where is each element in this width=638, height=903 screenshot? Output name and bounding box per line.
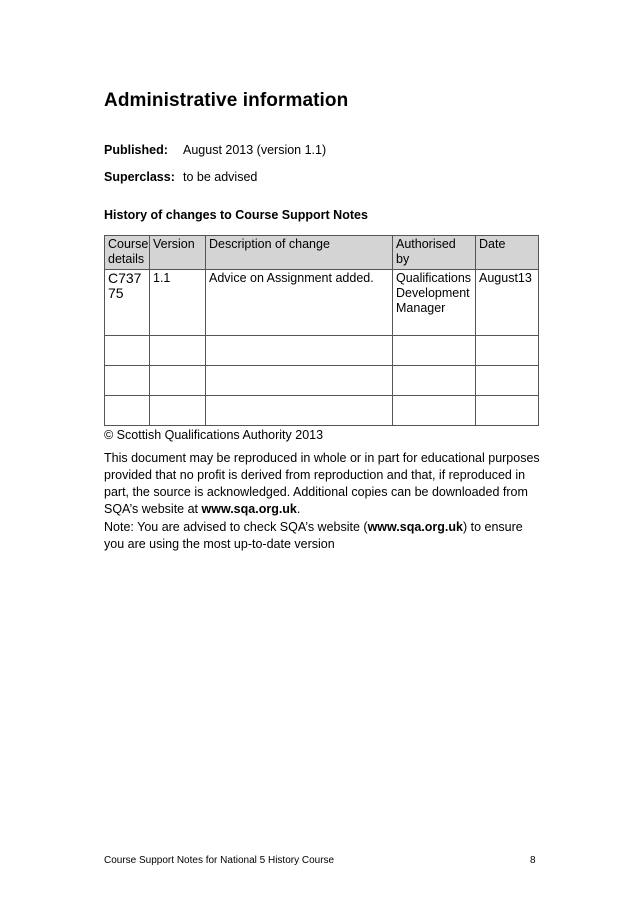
note-text: Note: You are advised to check SQA’s website ( — [104, 520, 368, 534]
empty-cell — [105, 366, 150, 396]
empty-cell — [206, 366, 393, 396]
copyright-notice: © Scottish Qualifications Authority 2013 — [104, 428, 324, 442]
header-authorised-by: Authorised by — [393, 236, 476, 270]
empty-cell — [393, 396, 476, 426]
empty-cell — [206, 336, 393, 366]
cell-date: August13 — [476, 270, 539, 336]
reproduction-text: This document may be reproduced in whole or in part for educational purposes provided that no profit is derived from reproduction and that, if reproduced in part, the source is acknowledged. Additional copies can be downloaded from SQA’s website at — [104, 451, 540, 516]
sqa-website-link-note[interactable]: www.sqa.org.uk — [367, 520, 463, 534]
empty-cell — [476, 396, 539, 426]
empty-cell — [476, 366, 539, 396]
empty-cell — [393, 336, 476, 366]
reproduction-paragraph — [104, 450, 544, 518]
cell-authorised-by: Qualifications Development Manager — [393, 270, 476, 336]
empty-cell — [105, 396, 150, 426]
table-row-empty — [105, 366, 539, 396]
empty-cell — [105, 336, 150, 366]
sqa-website-link[interactable]: www.sqa.org.uk — [201, 502, 297, 516]
table-row — [105, 270, 539, 336]
header-version: Version — [150, 236, 206, 270]
empty-cell — [393, 366, 476, 396]
table-row-empty — [105, 336, 539, 366]
reproduction-end: . — [296, 502, 301, 516]
history-heading: History of changes to Course Support Notes — [104, 208, 368, 222]
history-table — [104, 235, 539, 426]
note-paragraph — [104, 519, 544, 553]
superclass-label: Superclass: — [104, 170, 175, 184]
history-header-row — [105, 236, 539, 270]
page-title: Administrative information — [104, 90, 349, 111]
empty-cell — [150, 396, 206, 426]
table-row-empty — [105, 396, 539, 426]
footer-title: Course Support Notes for National 5 History Course — [104, 855, 335, 866]
superclass-value: to be advised — [183, 170, 258, 184]
published-label: Published: — [104, 143, 168, 157]
note-end: ) to ensure you are using the most up-to-date version — [104, 520, 523, 551]
published-value: August 2013 (version 1.1) — [183, 143, 327, 157]
cell-course-details: C737 75 — [105, 270, 150, 336]
footer-page-number: 8 — [530, 855, 536, 866]
empty-cell — [150, 336, 206, 366]
empty-cell — [206, 396, 393, 426]
cell-version: 1.1 — [150, 270, 206, 336]
cell-description: Advice on Assignment added. — [206, 270, 393, 336]
header-course-details: Course details — [105, 236, 150, 270]
empty-cell — [476, 336, 539, 366]
header-date: Date — [476, 236, 539, 270]
header-description: Description of change — [206, 236, 393, 270]
empty-cell — [150, 366, 206, 396]
